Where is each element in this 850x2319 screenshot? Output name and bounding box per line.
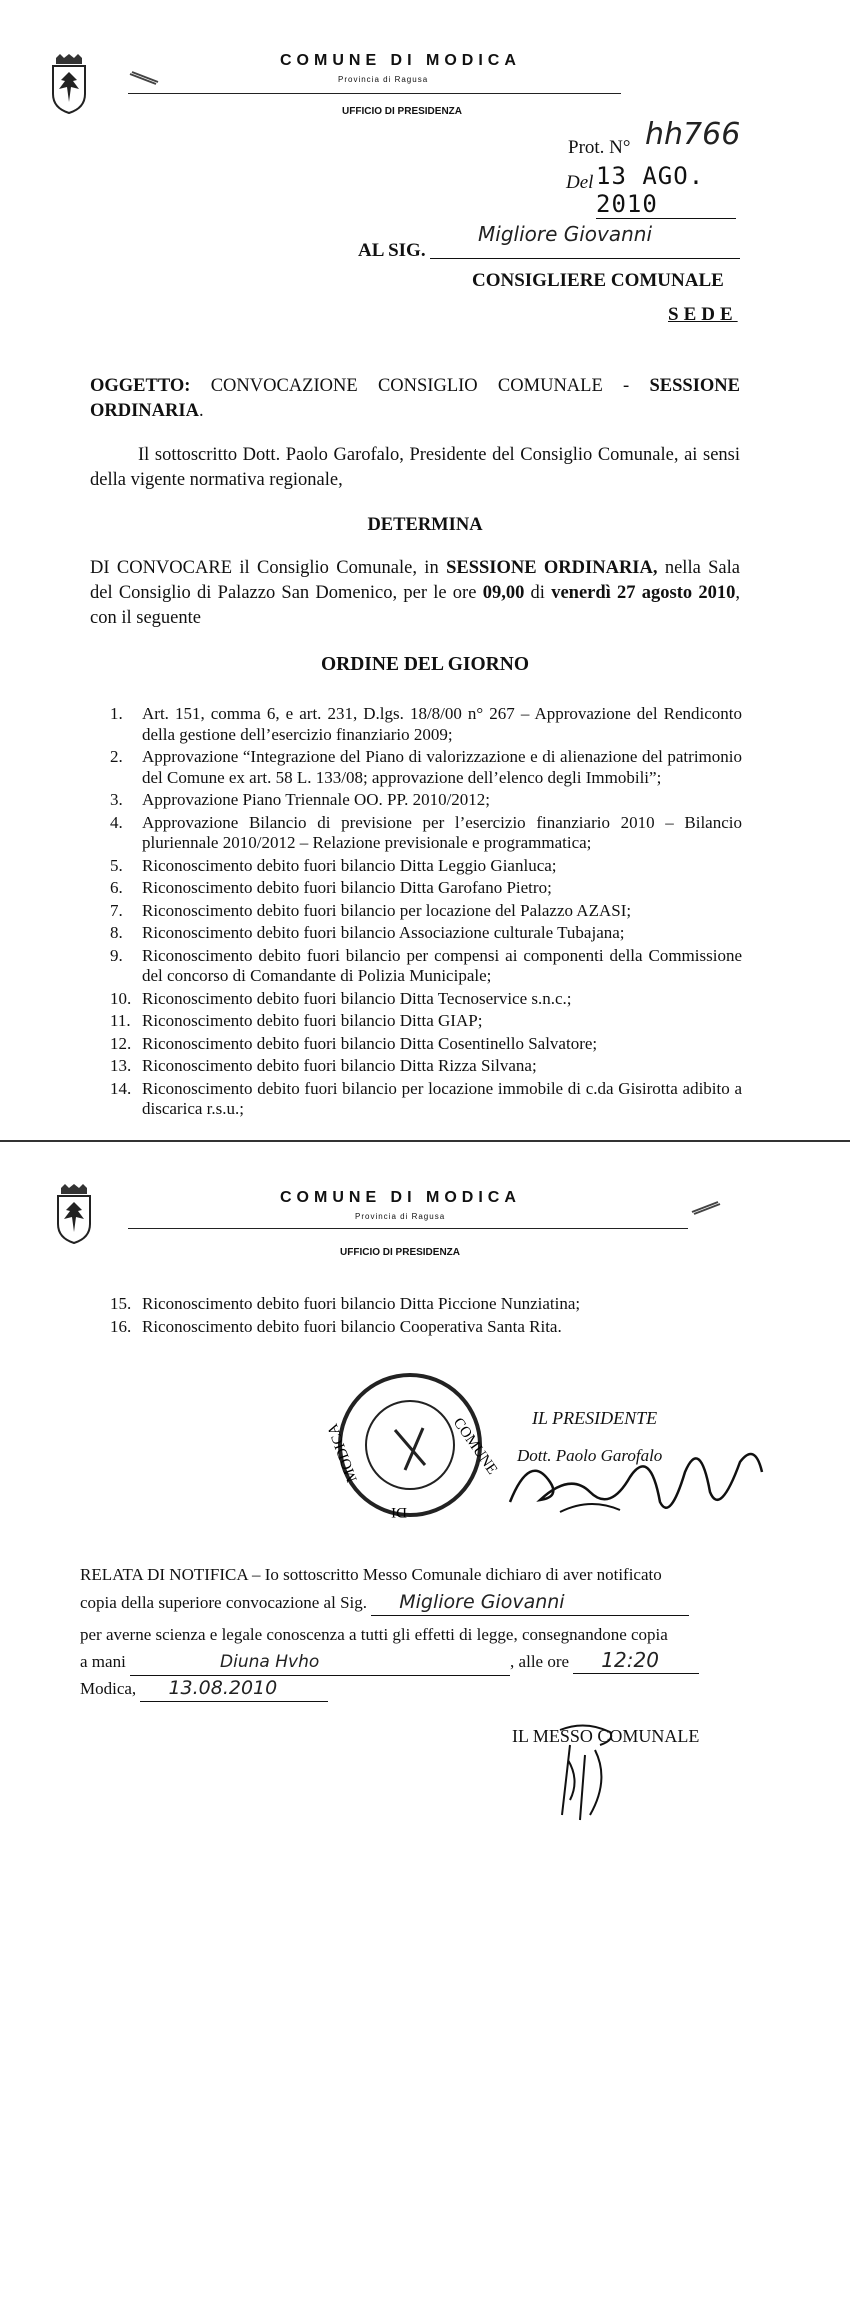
relata-line-4: [80, 1648, 699, 1676]
agenda-item-text: Riconoscimento debito fuori bilancio Ditta Piccione Nunziatina;: [142, 1294, 581, 1313]
notified-name: Migliore Giovanni: [371, 1590, 689, 1616]
paperclip-icon: [690, 1198, 722, 1216]
agenda-item-text: Riconoscimento debito fuori bilancio Ditta Tecnoservice s.n.c.;: [142, 988, 572, 1008]
agenda-item: [110, 704, 742, 745]
a-mani-label: a mani: [80, 1652, 126, 1671]
agenda-item: [110, 813, 742, 854]
agenda-item-text: Riconoscimento debito fuori bilancio Ditta Garofano Pietro;: [142, 878, 552, 897]
provincia-subtitle: Provincia di Ragusa: [355, 1212, 446, 1221]
convoca-bold-2: 09,00: [482, 583, 525, 603]
agenda-item-number: 16.: [110, 1316, 132, 1336]
oggetto-paragraph: [90, 374, 740, 424]
agenda-item: [110, 747, 742, 788]
sede-label: SEDE: [668, 304, 738, 325]
agenda-item: [110, 1056, 742, 1077]
agenda-item: [110, 1294, 742, 1315]
agenda-item-number: 8.: [110, 923, 123, 942]
agenda-item-number: 10.: [110, 988, 132, 1008]
messo-signature: [540, 1720, 630, 1825]
agenda-item-number: 14.: [110, 1078, 132, 1098]
agenda-item-number: 11.: [110, 1011, 131, 1030]
agenda-item: [110, 1034, 742, 1055]
recipient-role: CONSIGLIERE COMUNALE: [472, 270, 724, 291]
al-sig-line: [430, 258, 740, 259]
convoca-text-4: , con il seguente: [90, 583, 740, 628]
agenda-item-text: Riconoscimento debito fuori bilancio Ditta GIAP;: [142, 1011, 483, 1030]
provincia-subtitle: Provincia di Ragusa: [338, 75, 429, 84]
convoca-paragraph: [90, 556, 740, 631]
relata-line-2-text: copia della superiore convocazione al Sig.: [80, 1593, 367, 1612]
ufficio-label: UFFICIO DI PRESIDENZA: [342, 106, 463, 117]
agenda-item-text: Approvazione “Integrazione del Piano di valorizzazione e di alienazione del patrimonio del Comune ex art. 58 L. 133/08; approvazione dell’elenco degli Immobili”;: [142, 747, 742, 787]
agenda-item-number: 12.: [110, 1033, 132, 1053]
agenda-item-text: Approvazione Piano Triennale OO. PP. 2010/2012;: [142, 790, 491, 809]
document-page-2: [0, 1142, 850, 2319]
comune-title: COMUNE DI MODICA: [280, 52, 521, 69]
agenda-item-text: Riconoscimento debito fuori bilancio Cooperativa Santa Rita.: [142, 1316, 562, 1336]
ordine-heading: ORDINE DEL GIORNO: [320, 654, 530, 675]
agenda-item: [110, 946, 742, 987]
relata-line-1: RELATA DI NOTIFICA – Io sottoscritto Messo Comunale dichiaro di aver notificato: [80, 1565, 662, 1584]
president-title: IL PRESIDENTE: [532, 1408, 658, 1428]
relata-line-2: [80, 1590, 689, 1616]
convoca-bold-3: venerdì 27 agosto 2010: [551, 583, 736, 603]
agenda-item-number: 1.: [110, 704, 123, 723]
modica-label: Modica,: [80, 1679, 137, 1698]
del-label: Del: [566, 172, 594, 193]
agenda-item-number: 13.: [110, 1056, 132, 1075]
agenda-item: [110, 878, 742, 899]
agenda-item-text: Riconoscimento debito fuori bilancio Ditta Rizza Silvana;: [142, 1056, 537, 1075]
agenda-item-number: 4.: [110, 812, 123, 832]
oggetto-label: OGGETTO:: [90, 376, 191, 396]
ore-value: 12:20: [573, 1648, 699, 1674]
del-date: 13 AGO. 2010: [596, 162, 736, 219]
president-signature: [500, 1442, 770, 1527]
agenda-item-text: Riconoscimento debito fuori bilancio per compensi ai componenti della Commissione del concorso di Comandante di Polizia Municipale;: [142, 945, 742, 985]
official-stamp: [324, 1370, 501, 1520]
relata-line-3: per averne scienza e legale conoscenza a tutti gli effetti di legge, consegnandone copia: [80, 1625, 668, 1644]
date-value: 13.08.2010: [140, 1676, 328, 1702]
agenda-item-number: 5.: [110, 855, 123, 875]
agenda-item: [110, 856, 742, 877]
agenda-item: [110, 1317, 742, 1338]
agenda-item: [110, 1079, 742, 1120]
agenda-item: [110, 989, 742, 1010]
convoca-text-3: di: [524, 583, 552, 603]
agenda-item-text: Riconoscimento debito fuori bilancio per locazione del Palazzo AZASI;: [142, 900, 632, 920]
convoca-bold-1: SESSIONE ORDINARIA,: [446, 558, 658, 578]
coat-of-arms-icon: [48, 54, 90, 114]
relata-line-5: [80, 1676, 328, 1702]
agenda-item-text: Riconoscimento debito fuori bilancio Ditta Leggio Gianluca;: [142, 855, 557, 875]
agenda-list-page-1: [110, 704, 742, 1122]
convoca-text-2: nella Sala del Consiglio di Palazzo San Domenico, per le ore: [90, 558, 740, 603]
president-name: Dott. Paolo Garofalo: [517, 1446, 663, 1465]
header-rule: [128, 93, 621, 94]
agenda-item: [110, 790, 742, 811]
paperclip-icon: [128, 70, 160, 88]
agenda-item-number: 2.: [110, 747, 123, 766]
agenda-item-number: 3.: [110, 790, 123, 809]
oggetto-bold: SESSIONE ORDINARIA: [90, 376, 741, 421]
a-mani-value: Diuna Hvho: [130, 1650, 510, 1676]
recipient-name-handwritten: Migliore Giovanni: [478, 222, 653, 246]
agenda-item-text: Riconoscimento debito fuori bilancio Associazione culturale Tubajana;: [142, 923, 625, 942]
oggetto-end: .: [198, 401, 204, 421]
coat-of-arms-icon: [53, 1184, 95, 1244]
agenda-item: [110, 901, 742, 922]
prot-label: Prot. N°: [568, 137, 631, 158]
al-sig-label: AL SIG.: [358, 240, 426, 261]
intro-paragraph: Il sottoscritto Dott. Paolo Garofalo, Presidente del Consiglio Comunale, ai sensi della vigente normativa regionale,: [90, 445, 740, 490]
alle-ore-label: , alle ore: [510, 1652, 570, 1671]
convoca-text-1: DI CONVOCARE il Consiglio Comunale, in: [90, 558, 447, 578]
determina-heading: DETERMINA: [367, 515, 483, 535]
header-rule: [128, 1228, 688, 1229]
agenda-item-text: Approvazione Bilancio di previsione per l’esercizio finanziario 2010 – Bilancio pluriennale 2010/2012 – Relazione previsionale e programmatica;: [142, 812, 742, 852]
svg-text:MODICA: MODICA: [324, 1421, 361, 1485]
agenda-item-number: 15.: [110, 1294, 132, 1313]
comune-title: COMUNE DI MODICA: [280, 1189, 521, 1206]
agenda-item-number: 9.: [110, 945, 123, 965]
agenda-item-text: Riconoscimento debito fuori bilancio Ditta Cosentinello Salvatore;: [142, 1033, 598, 1053]
prot-number: hh766: [645, 117, 741, 152]
document-page-1: [0, 0, 850, 1142]
svg-text:COMUNE: COMUNE: [449, 1415, 501, 1478]
svg-text:DI: DI: [391, 1504, 407, 1520]
agenda-item-number: 6.: [110, 878, 123, 897]
messo-title: IL MESSO COMUNALE: [512, 1726, 700, 1746]
agenda-item-number: 7.: [110, 900, 123, 920]
ufficio-label: UFFICIO DI PRESIDENZA: [340, 1247, 461, 1258]
agenda-item-text: Riconoscimento debito fuori bilancio per locazione immobile di c.da Gisirotta adibito a discarica r.s.u.;: [142, 1078, 742, 1118]
agenda-item: [110, 923, 742, 944]
agenda-item: [110, 1011, 742, 1032]
agenda-item-text: Art. 151, comma 6, e art. 231, D.lgs. 18/8/00 n° 267 – Approvazione del Rendiconto della gestione dell’esercizio finanziario 2009;: [142, 704, 742, 744]
oggetto-text: CONVOCAZIONE CONSIGLIO COMUNALE -: [210, 376, 630, 396]
agenda-list-page-2: [110, 1294, 742, 1339]
